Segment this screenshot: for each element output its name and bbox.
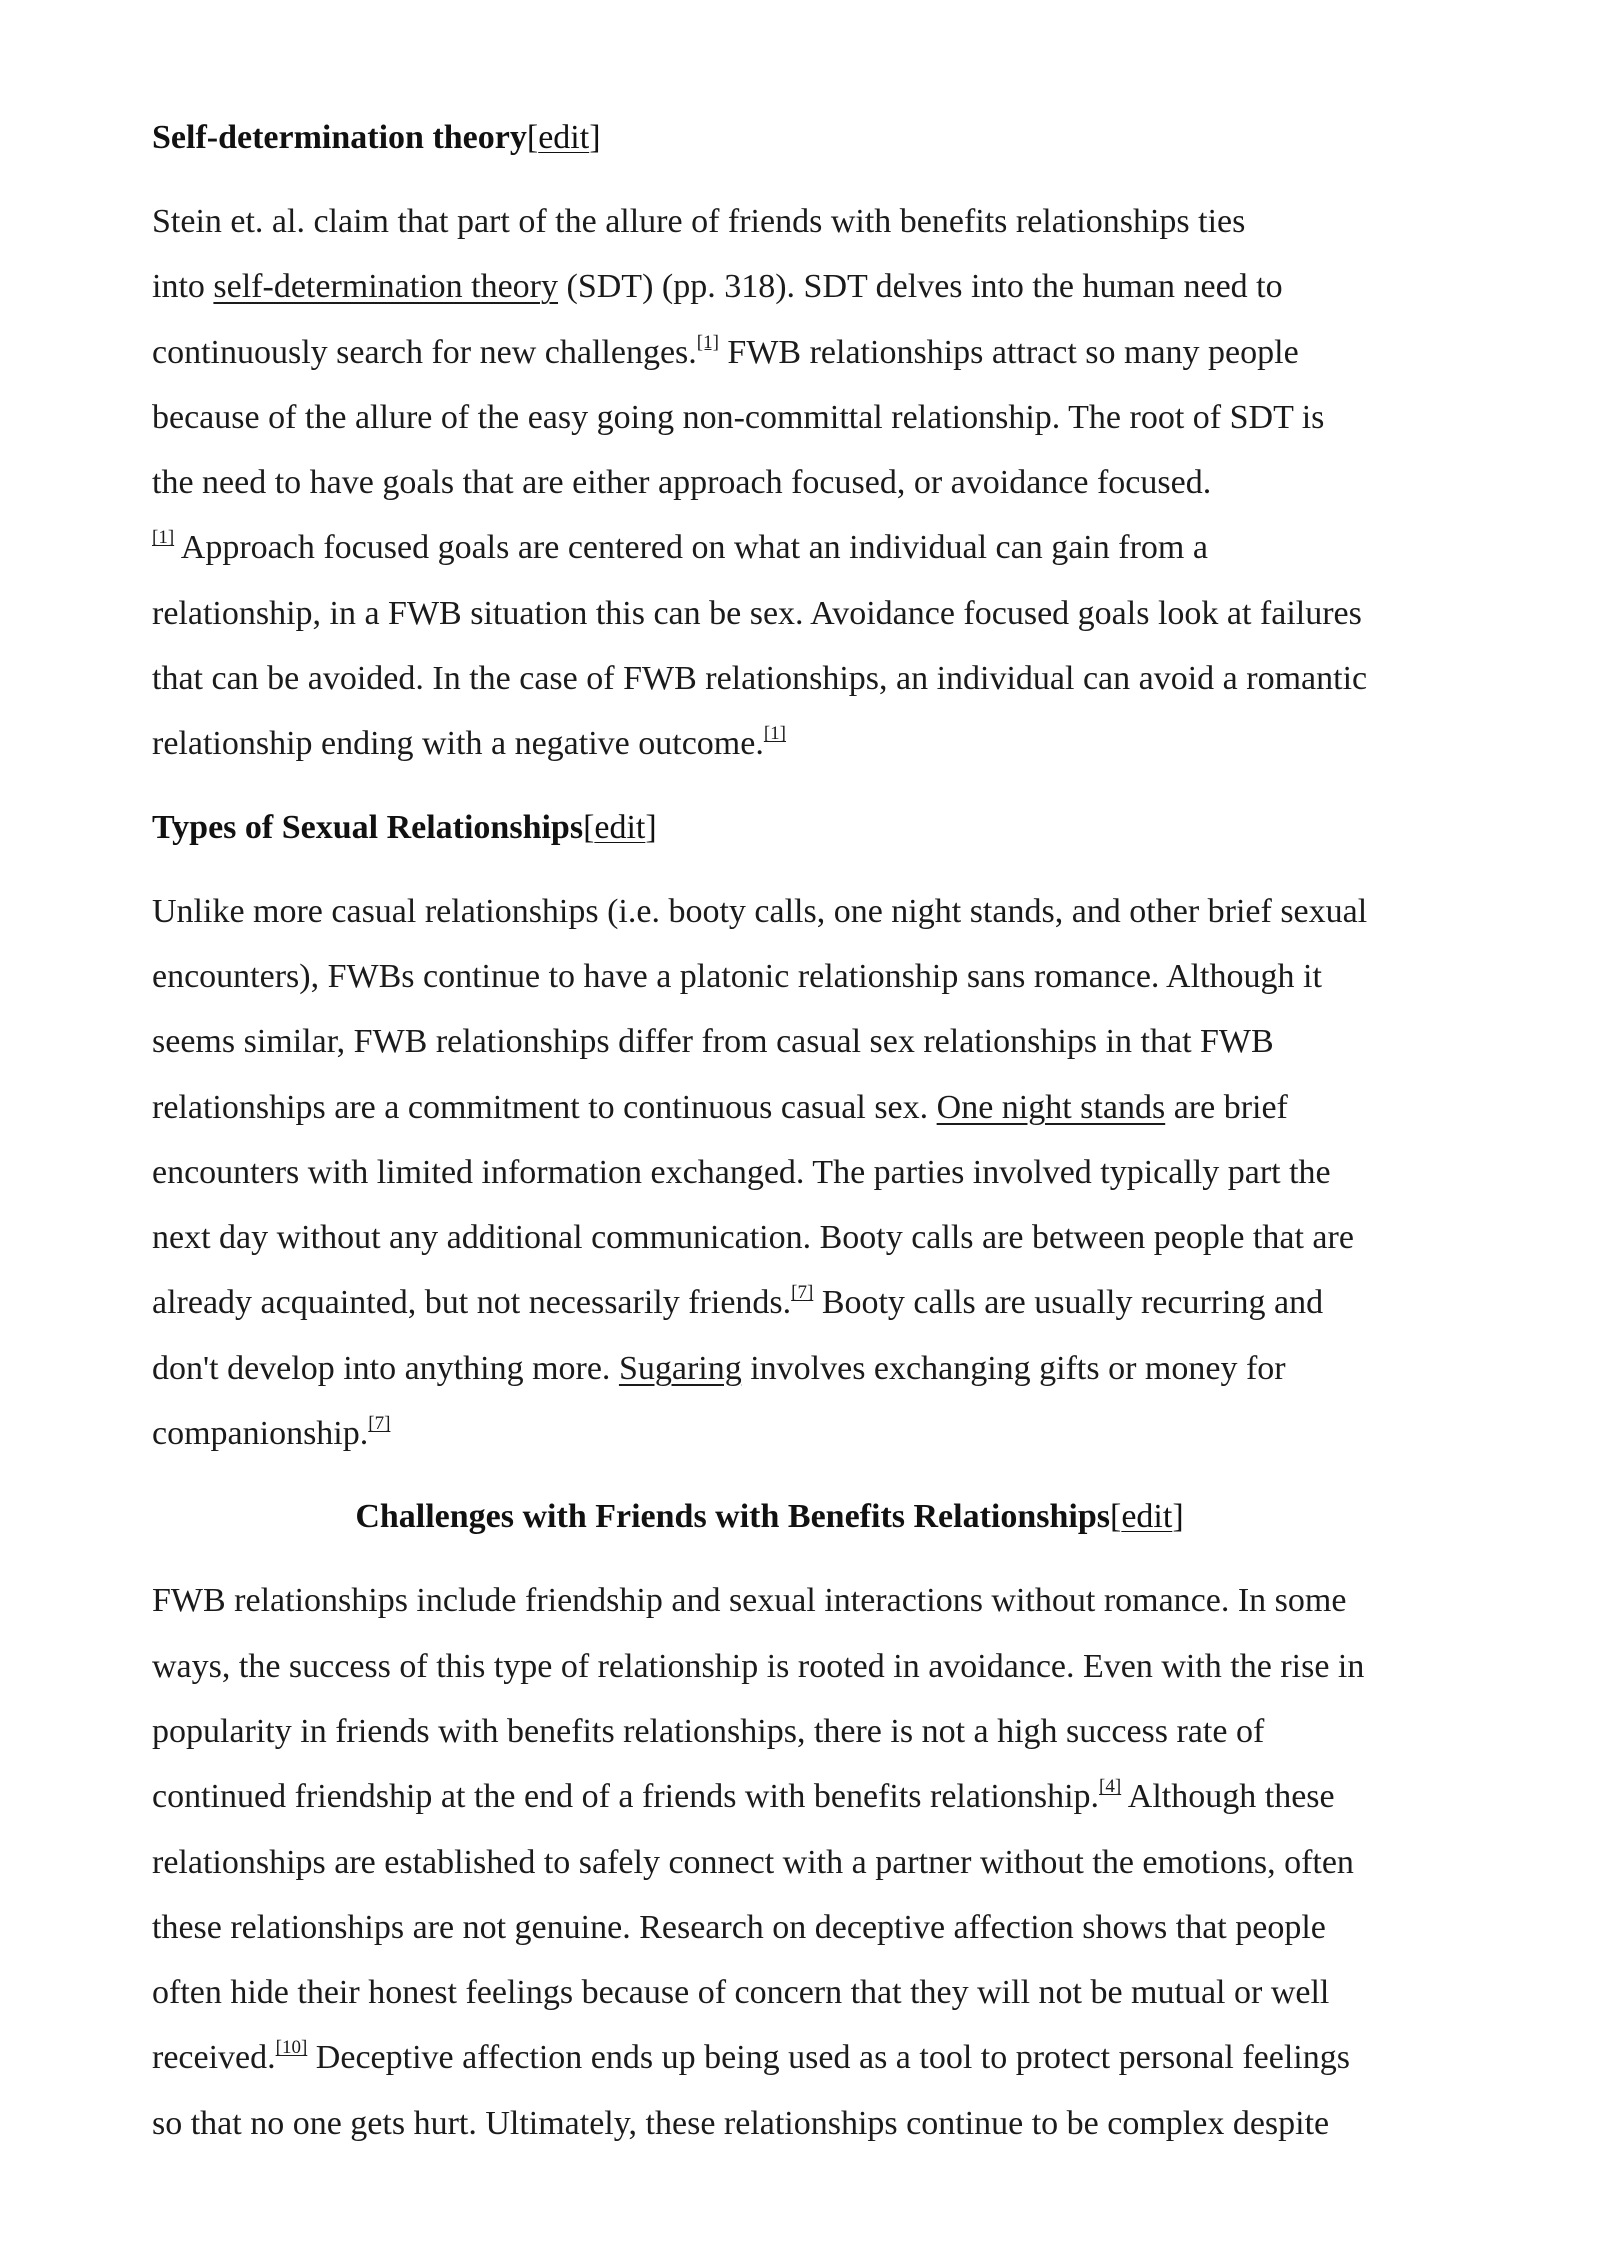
- text-line: [152, 1336, 1512, 1401]
- text-run: FWB relationships include friendship and sexual interactions without romance. In some: [152, 1582, 1347, 1620]
- text-run: involves exchanging gifts or money for: [741, 1349, 1286, 1387]
- citation-ref-10[interactable]: [10]: [275, 2037, 308, 2059]
- text-run: the need to have goals that are either approach focused, or avoidance focused.: [152, 464, 1212, 502]
- text-run: continuously search for new challenges.: [152, 333, 697, 371]
- text-run: Unlike more casual relationships (i.e. booty calls, one night stands, and other brief sexual: [152, 892, 1368, 930]
- text-run: received.: [152, 2039, 276, 2077]
- text-line: [152, 1634, 1512, 1699]
- text-line: [152, 189, 1512, 254]
- text-line: [152, 1140, 1512, 1205]
- text-line: [152, 450, 1512, 515]
- section-heading-challenges: [152, 1487, 1387, 1547]
- text-run: relationship, in a FWB situation this can be sex. Avoidance focused goals look at failures: [152, 594, 1362, 632]
- text-line: [152, 2091, 1512, 2156]
- text-line: [152, 1830, 1512, 1895]
- citation-ref-7[interactable]: [7]: [791, 1282, 814, 1304]
- text-run: often hide their honest feelings because of concern that they will not be mutual or well: [152, 1974, 1330, 2012]
- text-run: Although these: [1121, 1778, 1335, 1816]
- text-run: because of the allure of the easy going non-committal relationship. The root of SDT is: [152, 398, 1325, 436]
- text-line: [152, 320, 1512, 385]
- edit-bracket-close: ]: [589, 119, 601, 156]
- edit-bracket-close: ]: [1172, 1498, 1184, 1536]
- text-line: [152, 385, 1512, 450]
- text-line: [152, 1270, 1512, 1335]
- text-line: [152, 515, 1512, 580]
- section-title: Self-determination theory: [152, 119, 527, 156]
- text-line: [152, 711, 1512, 776]
- text-run: popularity in friends with benefits relationships, there is not a high success rate of: [152, 1712, 1265, 1750]
- edit-link[interactable]: edit: [538, 119, 590, 156]
- text-run: don't develop into anything more.: [152, 1349, 619, 1387]
- citation-ref-4[interactable]: [4]: [1099, 1776, 1122, 1798]
- text-line: [152, 1699, 1512, 1764]
- text-line: [152, 944, 1512, 1009]
- edit-link[interactable]: edit: [1121, 1498, 1173, 1536]
- text-run: so that no one gets hurt. Ultimately, these relationships continue to be complex despite: [152, 2104, 1330, 2142]
- text-line: [152, 879, 1512, 944]
- text-run: Deceptive affection ends up being used as a tool to protect personal feelings: [307, 2039, 1350, 2077]
- text-run: (SDT) (pp. 318). SDT delves into the human need to: [558, 268, 1283, 306]
- text-line: [152, 1895, 1512, 1960]
- text-run: encounters), FWBs continue to have a platonic relationship sans romance. Although it: [152, 957, 1322, 995]
- text-run: relationship ending with a negative outcome.: [152, 725, 764, 763]
- text-line: [152, 1205, 1512, 1270]
- text-run: Approach focused goals are centered on what an individual can gain from a: [174, 529, 1208, 567]
- section-title: Challenges with Friends with Benefits Relationships: [355, 1498, 1111, 1536]
- text-line: [152, 646, 1512, 711]
- section-title: Types of Sexual Relationships: [152, 808, 584, 846]
- text-run: already acquainted, but not necessarily friends.: [152, 1284, 792, 1322]
- text-line: [152, 1960, 1512, 2025]
- text-line: [152, 2025, 1512, 2090]
- text-run: Stein et. al. claim that part of the allure of friends with benefits relationships ties: [152, 203, 1246, 240]
- citation-ref-1[interactable]: [1]: [152, 527, 175, 549]
- text-run: Booty calls are usually recurring and: [813, 1284, 1324, 1322]
- text-run: ways, the success of this type of relationship is rooted in avoidance. Even with the rise in: [152, 1647, 1365, 1685]
- text-run: relationships are established to safely connect with a partner without the emotions, often: [152, 1843, 1354, 1881]
- article-body: [152, 108, 1512, 2177]
- text-line: [152, 1401, 1512, 1466]
- edit-link[interactable]: edit: [594, 808, 646, 846]
- link-one-night-stands[interactable]: One night stands: [936, 1088, 1166, 1126]
- text-run: FWB relationships attract so many people: [718, 333, 1299, 371]
- citation-ref-1[interactable]: [1]: [763, 723, 786, 745]
- link-self-determination-theory[interactable]: self-determination theory: [213, 268, 559, 306]
- paragraph-challenges: [152, 1568, 1512, 2156]
- link-sugaring[interactable]: Sugaring: [618, 1349, 742, 1387]
- edit-bracket-close: ]: [645, 808, 657, 846]
- text-run: next day without any additional communication. Booty calls are between people that are: [152, 1219, 1354, 1257]
- edit-bracket-open: [: [526, 119, 539, 156]
- text-line: [152, 581, 1512, 646]
- text-run: seems similar, FWB relationships differ from casual sex relationships in that FWB: [152, 1023, 1274, 1061]
- text-line: [152, 1009, 1512, 1074]
- text-run: relationships are a commitment to continuous casual sex.: [152, 1088, 937, 1126]
- text-run: companionship.: [152, 1415, 369, 1453]
- paragraph-types-of-sexual-relationships: [152, 879, 1512, 1467]
- text-line: [152, 1568, 1512, 1633]
- text-run: these relationships are not genuine. Research on deceptive affection shows that people: [152, 1908, 1326, 1946]
- section-heading-types-of-sexual-relationships: [152, 798, 1512, 858]
- text-line: [152, 1764, 1512, 1829]
- citation-ref-7[interactable]: [7]: [368, 1412, 391, 1434]
- citation-ref-1[interactable]: [1]: [696, 331, 719, 353]
- section-heading-self-determination-theory: [152, 108, 1512, 168]
- text-line: [152, 254, 1512, 319]
- text-run: that can be avoided. In the case of FWB relationships, an individual can avoid a romantic: [152, 660, 1368, 698]
- text-run: continued friendship at the end of a friends with benefits relationship.: [152, 1778, 1100, 1816]
- edit-bracket-open: [: [1110, 1498, 1122, 1536]
- edit-bracket-open: [: [583, 808, 595, 846]
- text-line: [152, 1075, 1512, 1140]
- text-run: are brief: [1165, 1088, 1288, 1126]
- text-run: encounters with limited information exchanged. The parties involved typically part the: [152, 1153, 1331, 1191]
- paragraph-self-determination-theory: [152, 189, 1512, 777]
- text-run: into: [152, 268, 214, 306]
